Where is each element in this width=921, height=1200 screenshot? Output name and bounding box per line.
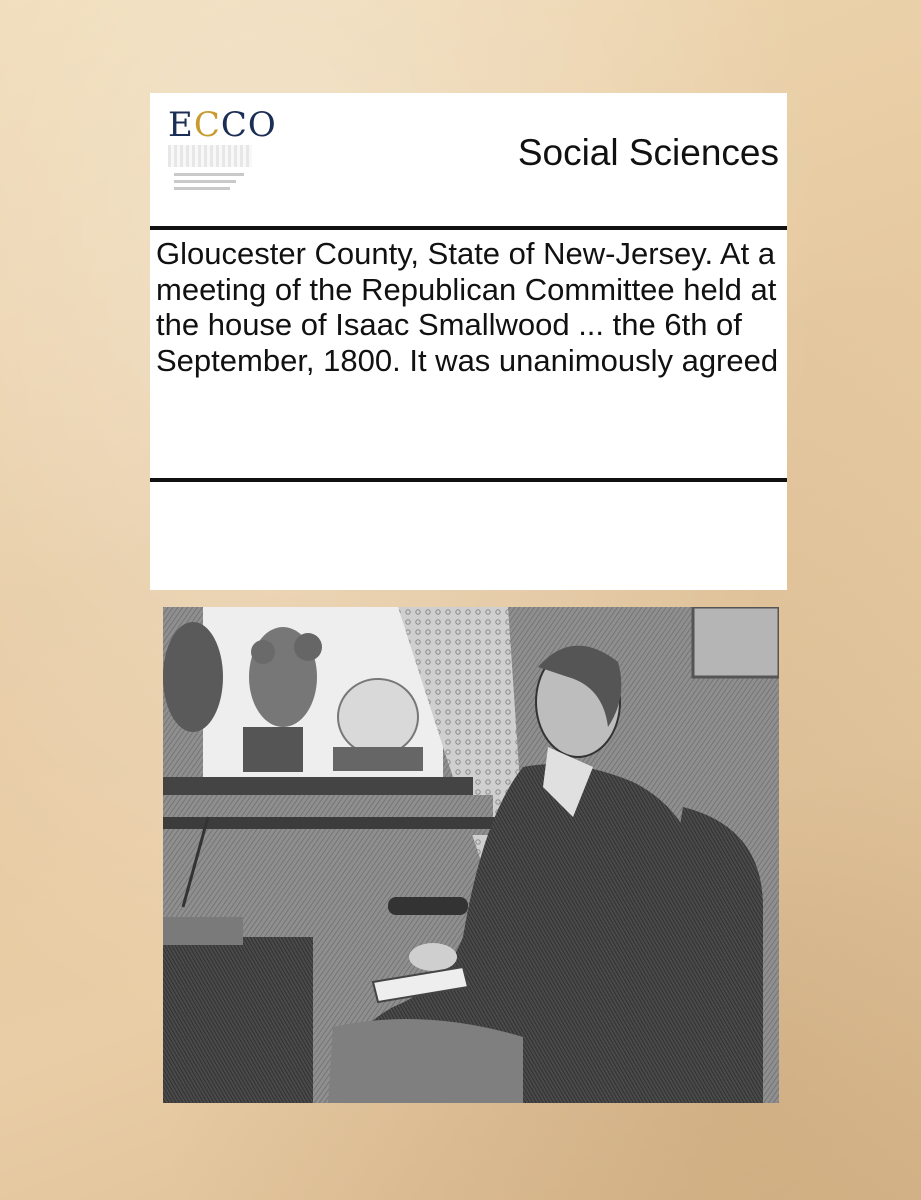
book-title: Gloucester County, State of New-Jersey. At a meeting of the Republican Committee held at the house of Isaac Smallwood ... the 6th of September, 1800. It was unanimously agreed (156, 236, 779, 378)
ecco-logo-icon (168, 105, 277, 217)
cover-blank-panel (150, 482, 787, 590)
cover-header-panel (150, 93, 787, 226)
cover-title-panel (150, 230, 787, 478)
engraving-man-reading-icon (163, 607, 779, 1103)
logo-caption-lines (168, 173, 268, 190)
series-category: Social Sciences (517, 132, 779, 173)
logo-mark: ECCO (168, 105, 277, 145)
logo-ghost-lettering (168, 145, 252, 167)
